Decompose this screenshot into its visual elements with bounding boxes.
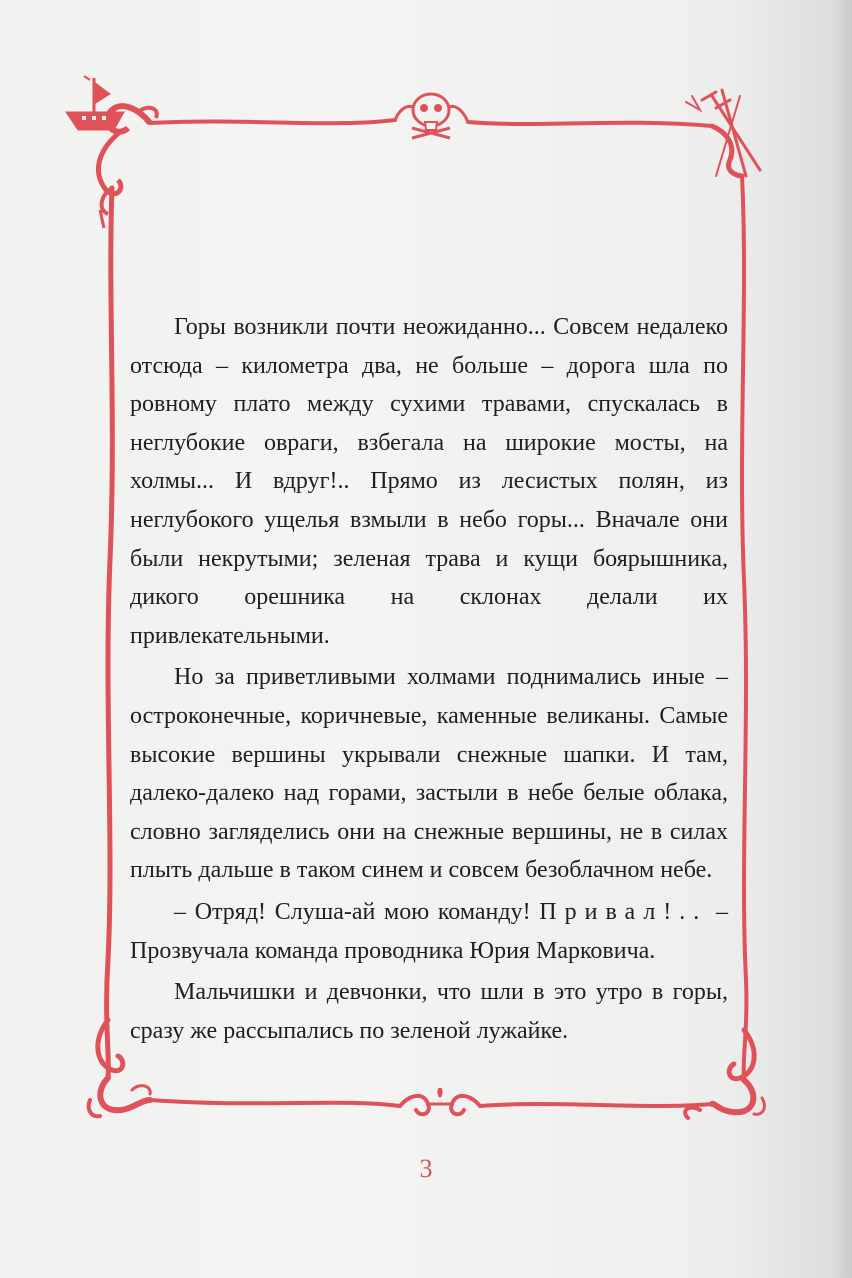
paragraph-giants: Но за приветливыми холмами поднимались иные – остроконечные, коричневые, каменные великаны. Самые высокие вершины укрывали снежные шапки. И там, далеко-далеко над горами, застыли в небе белые облака, словно загляделись они на снежные вершины, не в силах плыть дальше в таком синем и совсем безоблачном небе. [130,664,728,884]
bottom-center-ornament [400,1089,480,1114]
skull-icon [395,94,468,138]
page-number: 3 [419,1154,433,1183]
command-spaced-word: Привал!.. [539,898,708,925]
ship-icon [66,76,124,130]
paragraph-command [130,893,728,970]
frame-left-line [107,188,113,1078]
paragraph-mountains: Горы возникли почти неожиданно... Совсем недалеко отсюда – километра два, не больше – дорога шла по ровному плато между сухими травами, спускалась в неглубокие овраги, взбегала на широкие мосты, на холмы... И вдруг!.. Прямо из лесистых полян, из неглубокого ущелья взмыли в небо горы... Вначале они были некрутыми; зеленая трава и кущи боярышника, дикого орешника на склонах делали их привлекательными. [130,314,728,649]
frame-right-line [742,176,746,1080]
paragraph-children: Мальчишки и девчонки, что шли в это утро в горы, сразу же рассыпались по зеленой лужайке. [130,979,728,1044]
command-text-after: – Прозвучала команда проводника Юрия Марковича. [130,898,728,964]
crossed-swords-icon [686,90,760,176]
body-text [130,308,728,1050]
command-text-before: – Отряд! Слуша-ай мою команду! [174,898,540,925]
